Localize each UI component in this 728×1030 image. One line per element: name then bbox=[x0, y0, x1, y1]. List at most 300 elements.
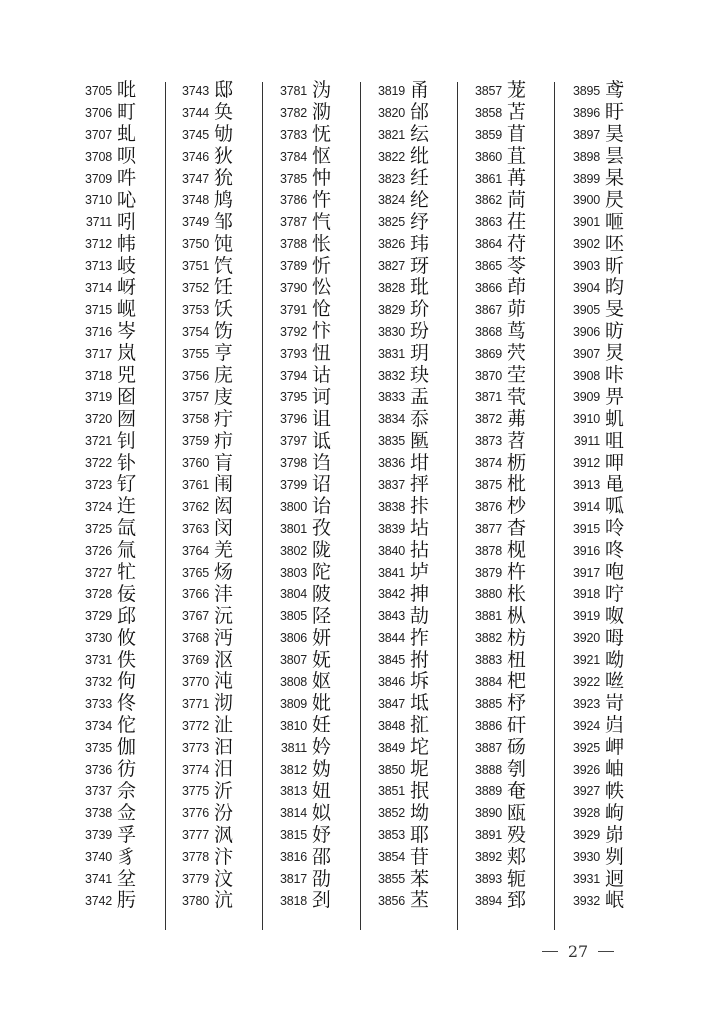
character-entry bbox=[369, 518, 429, 540]
entry-character: 奄 bbox=[507, 779, 527, 802]
character-entry bbox=[466, 343, 526, 365]
entry-number: 3874 bbox=[474, 456, 502, 471]
character-entry bbox=[271, 802, 331, 824]
entry-character: 沩 bbox=[312, 79, 332, 102]
entry-character: 枋 bbox=[507, 626, 527, 649]
entry-number: 3894 bbox=[474, 893, 502, 908]
entry-character: 呤 bbox=[605, 517, 625, 540]
entry-number: 3782 bbox=[279, 105, 307, 120]
entry-character: 虮 bbox=[605, 407, 625, 430]
entry-number: 3862 bbox=[474, 193, 502, 208]
character-entry bbox=[76, 890, 136, 912]
character-entry bbox=[271, 846, 331, 868]
entry-number: 3773 bbox=[181, 740, 209, 755]
character-entry bbox=[271, 583, 331, 605]
entry-number: 3912 bbox=[572, 456, 600, 471]
entry-number: 3913 bbox=[572, 477, 600, 492]
character-entry bbox=[271, 255, 331, 277]
entry-number: 3897 bbox=[572, 127, 600, 142]
entry-number: 3743 bbox=[181, 83, 209, 98]
entry-character: 陉 bbox=[312, 604, 332, 627]
entry-character: 怅 bbox=[312, 232, 332, 255]
character-entry bbox=[369, 321, 429, 343]
entry-number: 3757 bbox=[181, 390, 209, 405]
entry-character: 囵 bbox=[117, 385, 137, 408]
entry-number: 3761 bbox=[181, 477, 209, 492]
entry-character: 牤 bbox=[117, 561, 137, 584]
entry-number: 3711 bbox=[85, 215, 112, 230]
entry-character: 鸠 bbox=[214, 188, 234, 211]
character-entry bbox=[369, 693, 429, 715]
character-entry bbox=[76, 802, 136, 824]
character-entry bbox=[76, 518, 136, 540]
character-entry bbox=[564, 846, 624, 868]
entry-character: 岘 bbox=[117, 298, 137, 321]
entry-character: 姒 bbox=[312, 801, 332, 824]
entry-number: 3840 bbox=[377, 543, 405, 558]
character-entry bbox=[466, 802, 526, 824]
character-entry bbox=[76, 365, 136, 387]
page-number: 27 bbox=[567, 942, 589, 961]
entry-character: 坌 bbox=[117, 867, 137, 890]
entry-character: 妪 bbox=[312, 670, 332, 693]
entry-character: 苴 bbox=[507, 145, 527, 168]
character-entry bbox=[173, 824, 233, 846]
entry-number: 3848 bbox=[377, 718, 405, 733]
entry-character: 岣 bbox=[605, 801, 625, 824]
entry-character: 沌 bbox=[214, 670, 234, 693]
character-entry bbox=[271, 715, 331, 737]
entry-number: 3921 bbox=[572, 653, 600, 668]
entry-character: 吡 bbox=[117, 79, 137, 102]
entry-character: 玥 bbox=[410, 342, 430, 365]
entry-number: 3851 bbox=[377, 784, 405, 799]
character-entry bbox=[369, 846, 429, 868]
entry-character: 拃 bbox=[410, 626, 430, 649]
entry-character: 抨 bbox=[410, 473, 430, 496]
entry-number: 3754 bbox=[181, 324, 209, 339]
entry-character: 忭 bbox=[312, 320, 332, 343]
character-entry bbox=[271, 737, 331, 759]
entry-character: 咝 bbox=[605, 670, 625, 693]
entry-number: 3730 bbox=[84, 631, 112, 646]
entry-number: 3728 bbox=[84, 587, 112, 602]
entry-character: 昕 bbox=[605, 254, 625, 277]
entry-character: 茚 bbox=[507, 276, 527, 299]
entry-character: 沅 bbox=[214, 604, 234, 627]
entry-number: 3873 bbox=[474, 434, 502, 449]
entry-character: 纶 bbox=[410, 188, 430, 211]
character-entry bbox=[466, 693, 526, 715]
character-entry bbox=[271, 211, 331, 233]
entry-number: 3875 bbox=[474, 477, 502, 492]
page-footer bbox=[538, 942, 618, 961]
entry-number: 3811 bbox=[280, 740, 307, 755]
entry-character: 昊 bbox=[605, 123, 625, 146]
entry-number: 3896 bbox=[572, 105, 600, 120]
entry-number: 3786 bbox=[279, 193, 307, 208]
entry-number: 3765 bbox=[181, 565, 209, 580]
character-entry bbox=[173, 715, 233, 737]
character-entry bbox=[271, 408, 331, 430]
character-entry bbox=[76, 583, 136, 605]
entry-character: 茌 bbox=[507, 210, 527, 233]
character-entry bbox=[369, 386, 429, 408]
entry-number: 3800 bbox=[279, 499, 307, 514]
entry-character: 诂 bbox=[312, 364, 332, 387]
entry-number: 3784 bbox=[279, 149, 307, 164]
entry-character: 杳 bbox=[507, 517, 527, 540]
entry-number: 3906 bbox=[572, 324, 600, 339]
entry-number: 3808 bbox=[279, 674, 307, 689]
entry-character: 诅 bbox=[312, 407, 332, 430]
entry-number: 3738 bbox=[84, 806, 112, 821]
character-entry bbox=[76, 189, 136, 211]
entry-number: 3880 bbox=[474, 587, 502, 602]
character-entry bbox=[271, 80, 331, 102]
entry-character: 苫 bbox=[507, 101, 527, 124]
character-entry bbox=[173, 408, 233, 430]
entry-character: 拈 bbox=[410, 539, 430, 562]
character-entry bbox=[369, 233, 429, 255]
character-entry bbox=[271, 146, 331, 168]
entry-character: 泐 bbox=[312, 101, 332, 124]
entry-character: 妍 bbox=[312, 626, 332, 649]
entry-number: 3884 bbox=[474, 674, 502, 689]
entry-number: 3892 bbox=[474, 850, 502, 865]
character-entry bbox=[369, 627, 429, 649]
character-entry bbox=[564, 802, 624, 824]
character-entry bbox=[271, 627, 331, 649]
character-entry bbox=[76, 146, 136, 168]
entry-number: 3734 bbox=[84, 718, 112, 733]
entry-number: 3787 bbox=[279, 215, 307, 230]
entry-character: 羌 bbox=[214, 539, 234, 562]
entry-character: 忻 bbox=[312, 254, 332, 277]
character-entry bbox=[466, 430, 526, 452]
character-entry bbox=[564, 496, 624, 518]
character-entry bbox=[466, 890, 526, 912]
character-entry bbox=[369, 649, 429, 671]
entry-character: 沔 bbox=[214, 626, 234, 649]
character-entry bbox=[369, 168, 429, 190]
character-entry bbox=[369, 211, 429, 233]
character-column bbox=[76, 80, 136, 928]
entry-number: 3893 bbox=[474, 872, 502, 886]
entry-character: 杲 bbox=[605, 167, 625, 189]
entry-number: 3924 bbox=[572, 718, 600, 733]
entry-character: 沏 bbox=[214, 692, 234, 715]
entry-number: 3823 bbox=[377, 171, 405, 186]
character-entry bbox=[369, 80, 429, 102]
character-entry bbox=[369, 562, 429, 584]
entry-character: 闱 bbox=[214, 473, 234, 496]
entry-character: 邰 bbox=[410, 101, 430, 124]
character-entry bbox=[173, 168, 233, 190]
entry-number: 3794 bbox=[279, 368, 307, 383]
entry-number: 3756 bbox=[181, 368, 209, 383]
entry-number: 3920 bbox=[572, 631, 600, 646]
entry-number: 3852 bbox=[377, 806, 405, 821]
entry-character: 昀 bbox=[605, 276, 625, 299]
entry-character: 陂 bbox=[312, 582, 332, 605]
entry-character: 怄 bbox=[312, 145, 332, 168]
entry-character: 咛 bbox=[605, 582, 625, 605]
character-entry bbox=[369, 102, 429, 124]
entry-number: 3706 bbox=[84, 105, 112, 120]
character-entry bbox=[564, 408, 624, 430]
character-entry bbox=[564, 518, 624, 540]
column-divider bbox=[554, 82, 555, 930]
entry-number: 3779 bbox=[181, 872, 209, 886]
entry-character: 疖 bbox=[214, 429, 234, 452]
entry-character: 忡 bbox=[312, 167, 332, 189]
entry-number: 3905 bbox=[572, 302, 600, 317]
entry-number: 3764 bbox=[181, 543, 209, 558]
character-entry bbox=[76, 562, 136, 584]
character-entry bbox=[76, 430, 136, 452]
entry-number: 3891 bbox=[474, 828, 502, 843]
character-entry bbox=[271, 430, 331, 452]
character-entry bbox=[564, 146, 624, 168]
entry-character: 豸 bbox=[117, 845, 137, 868]
entry-character: 杪 bbox=[507, 495, 527, 518]
entry-number: 3847 bbox=[377, 696, 405, 711]
entry-character: 玠 bbox=[410, 298, 430, 321]
character-entry bbox=[173, 211, 233, 233]
character-entry bbox=[466, 518, 526, 540]
character-entry bbox=[369, 540, 429, 562]
character-entry bbox=[76, 540, 136, 562]
character-entry bbox=[369, 890, 429, 912]
entry-character: 鸢 bbox=[605, 79, 625, 102]
entry-character: 拊 bbox=[410, 648, 430, 671]
entry-character: 岐 bbox=[117, 254, 137, 277]
character-entry bbox=[369, 146, 429, 168]
entry-character: 疔 bbox=[214, 407, 234, 430]
entry-number: 3864 bbox=[474, 237, 502, 252]
entry-number: 3760 bbox=[181, 456, 209, 471]
entry-character: 囫 bbox=[117, 407, 137, 430]
entry-number: 3723 bbox=[84, 477, 112, 492]
entry-character: 殁 bbox=[507, 823, 527, 846]
entry-number: 3755 bbox=[181, 346, 209, 361]
character-entry bbox=[466, 846, 526, 868]
entry-number: 3714 bbox=[84, 280, 112, 295]
entry-number: 3806 bbox=[279, 631, 307, 646]
entry-character: 枥 bbox=[507, 451, 527, 474]
character-entry bbox=[271, 562, 331, 584]
character-entry bbox=[564, 343, 624, 365]
entry-number: 3846 bbox=[377, 674, 405, 689]
entry-number: 3707 bbox=[84, 127, 112, 142]
entry-character: 苕 bbox=[507, 429, 527, 452]
character-entry bbox=[271, 386, 331, 408]
character-entry bbox=[271, 518, 331, 540]
entry-character: 奂 bbox=[214, 101, 234, 124]
entry-character: 沂 bbox=[214, 779, 234, 802]
character-entry bbox=[466, 627, 526, 649]
entry-number: 3744 bbox=[181, 105, 209, 120]
entry-number: 3727 bbox=[84, 565, 112, 580]
entry-number: 3856 bbox=[377, 893, 405, 908]
entry-character: 盂 bbox=[410, 385, 430, 408]
character-entry bbox=[466, 189, 526, 211]
entry-number: 3777 bbox=[181, 828, 209, 843]
entry-number: 3709 bbox=[84, 171, 112, 186]
entry-number: 3855 bbox=[377, 872, 405, 886]
character-entry bbox=[76, 824, 136, 846]
character-entry bbox=[173, 890, 233, 912]
character-entry bbox=[466, 781, 526, 803]
entry-number: 3712 bbox=[84, 237, 112, 252]
entry-character: 氚 bbox=[117, 539, 137, 562]
entry-character: 岈 bbox=[117, 276, 137, 299]
character-entry bbox=[271, 781, 331, 803]
entry-number: 3715 bbox=[84, 302, 112, 317]
entry-number: 3826 bbox=[377, 237, 405, 252]
character-entry bbox=[271, 233, 331, 255]
entry-character: 饩 bbox=[214, 254, 234, 277]
character-entry bbox=[564, 649, 624, 671]
entry-number: 3751 bbox=[181, 259, 209, 274]
character-entry bbox=[369, 452, 429, 474]
entry-number: 3807 bbox=[279, 653, 307, 668]
character-entry bbox=[76, 343, 136, 365]
entry-character: 忝 bbox=[410, 407, 430, 430]
entry-number: 3878 bbox=[474, 543, 502, 558]
entry-character: 沆 bbox=[214, 889, 234, 912]
entry-number: 3890 bbox=[474, 806, 502, 821]
character-entry bbox=[76, 299, 136, 321]
character-column bbox=[173, 80, 233, 928]
entry-number: 3881 bbox=[474, 609, 502, 624]
entry-character: 枨 bbox=[507, 582, 527, 605]
entry-number: 3820 bbox=[377, 105, 405, 120]
character-column bbox=[369, 80, 429, 928]
entry-character: 枇 bbox=[507, 473, 527, 496]
character-entry bbox=[564, 386, 624, 408]
character-entry bbox=[369, 255, 429, 277]
entry-number: 3780 bbox=[181, 893, 209, 908]
entry-number: 3815 bbox=[279, 828, 307, 843]
entry-character: 佘 bbox=[117, 779, 137, 802]
character-entry bbox=[173, 562, 233, 584]
entry-number: 3768 bbox=[181, 631, 209, 646]
entry-number: 3819 bbox=[377, 83, 405, 98]
entry-character: 妩 bbox=[312, 648, 332, 671]
character-entry bbox=[564, 321, 624, 343]
entry-number: 3885 bbox=[474, 696, 502, 711]
character-entry bbox=[173, 233, 233, 255]
character-entry bbox=[369, 583, 429, 605]
entry-character: 邸 bbox=[214, 79, 234, 102]
character-entry bbox=[564, 299, 624, 321]
entry-number: 3821 bbox=[377, 127, 405, 142]
entry-character: 肓 bbox=[214, 451, 234, 474]
character-entry bbox=[466, 868, 526, 890]
entry-character: 佥 bbox=[117, 801, 137, 824]
entry-character: 瓯 bbox=[507, 801, 527, 824]
character-entry bbox=[76, 211, 136, 233]
character-entry bbox=[76, 277, 136, 299]
entry-character: 邹 bbox=[214, 210, 234, 233]
entry-number: 3745 bbox=[181, 127, 209, 142]
entry-number: 3860 bbox=[474, 149, 502, 164]
entry-character: 帙 bbox=[605, 779, 625, 802]
entry-character: 苒 bbox=[507, 167, 527, 189]
entry-number: 3735 bbox=[84, 740, 112, 755]
entry-character: 纰 bbox=[410, 145, 430, 168]
character-entry bbox=[564, 211, 624, 233]
entry-character: 帏 bbox=[117, 232, 137, 255]
entry-number: 3758 bbox=[181, 412, 209, 427]
entry-character: 妊 bbox=[312, 714, 332, 737]
entry-character: 呸 bbox=[605, 232, 625, 255]
entry-character: 诌 bbox=[312, 451, 332, 474]
character-entry bbox=[466, 824, 526, 846]
entry-number: 3749 bbox=[181, 215, 209, 230]
character-entry bbox=[173, 430, 233, 452]
character-entry bbox=[173, 255, 233, 277]
entry-number: 3739 bbox=[84, 828, 112, 843]
entry-number: 3713 bbox=[84, 259, 112, 274]
character-entry bbox=[564, 80, 624, 102]
entry-character: 刳 bbox=[507, 758, 527, 781]
entry-number: 3716 bbox=[84, 324, 112, 339]
entry-number: 3886 bbox=[474, 718, 502, 733]
character-entry bbox=[173, 540, 233, 562]
character-entry bbox=[76, 80, 136, 102]
character-entry bbox=[271, 693, 331, 715]
entry-character: 岫 bbox=[605, 758, 625, 781]
entry-number: 3870 bbox=[474, 368, 502, 383]
entry-character: 沤 bbox=[214, 648, 234, 671]
character-entry bbox=[173, 605, 233, 627]
entry-number: 3740 bbox=[84, 850, 112, 865]
entry-character: 玭 bbox=[410, 276, 430, 299]
character-entry bbox=[173, 671, 233, 693]
entry-number: 3770 bbox=[181, 674, 209, 689]
entry-character: 岚 bbox=[117, 342, 137, 365]
character-entry bbox=[369, 299, 429, 321]
entry-number: 3867 bbox=[474, 302, 502, 317]
entry-character: 抿 bbox=[410, 779, 430, 802]
entry-character: 邵 bbox=[312, 845, 332, 868]
entry-character: 妗 bbox=[312, 736, 332, 759]
entry-character: 玮 bbox=[410, 232, 430, 255]
character-entry bbox=[173, 802, 233, 824]
character-entry bbox=[271, 124, 331, 146]
entry-number: 3790 bbox=[279, 280, 307, 295]
character-entry bbox=[564, 627, 624, 649]
entry-character: 杷 bbox=[507, 670, 527, 693]
entry-number: 3802 bbox=[279, 543, 307, 558]
character-entry bbox=[271, 605, 331, 627]
character-entry bbox=[173, 868, 233, 890]
entry-number: 3919 bbox=[572, 609, 600, 624]
entry-character: 苓 bbox=[507, 254, 527, 277]
entry-number: 3799 bbox=[279, 477, 307, 492]
entry-character: 狁 bbox=[214, 167, 234, 189]
entry-character: 轭 bbox=[507, 867, 527, 890]
character-entry bbox=[466, 540, 526, 562]
character-entry bbox=[173, 80, 233, 102]
character-entry bbox=[173, 518, 233, 540]
character-entry bbox=[564, 452, 624, 474]
entry-character: 杻 bbox=[507, 648, 527, 671]
entry-number: 3705 bbox=[84, 83, 112, 98]
